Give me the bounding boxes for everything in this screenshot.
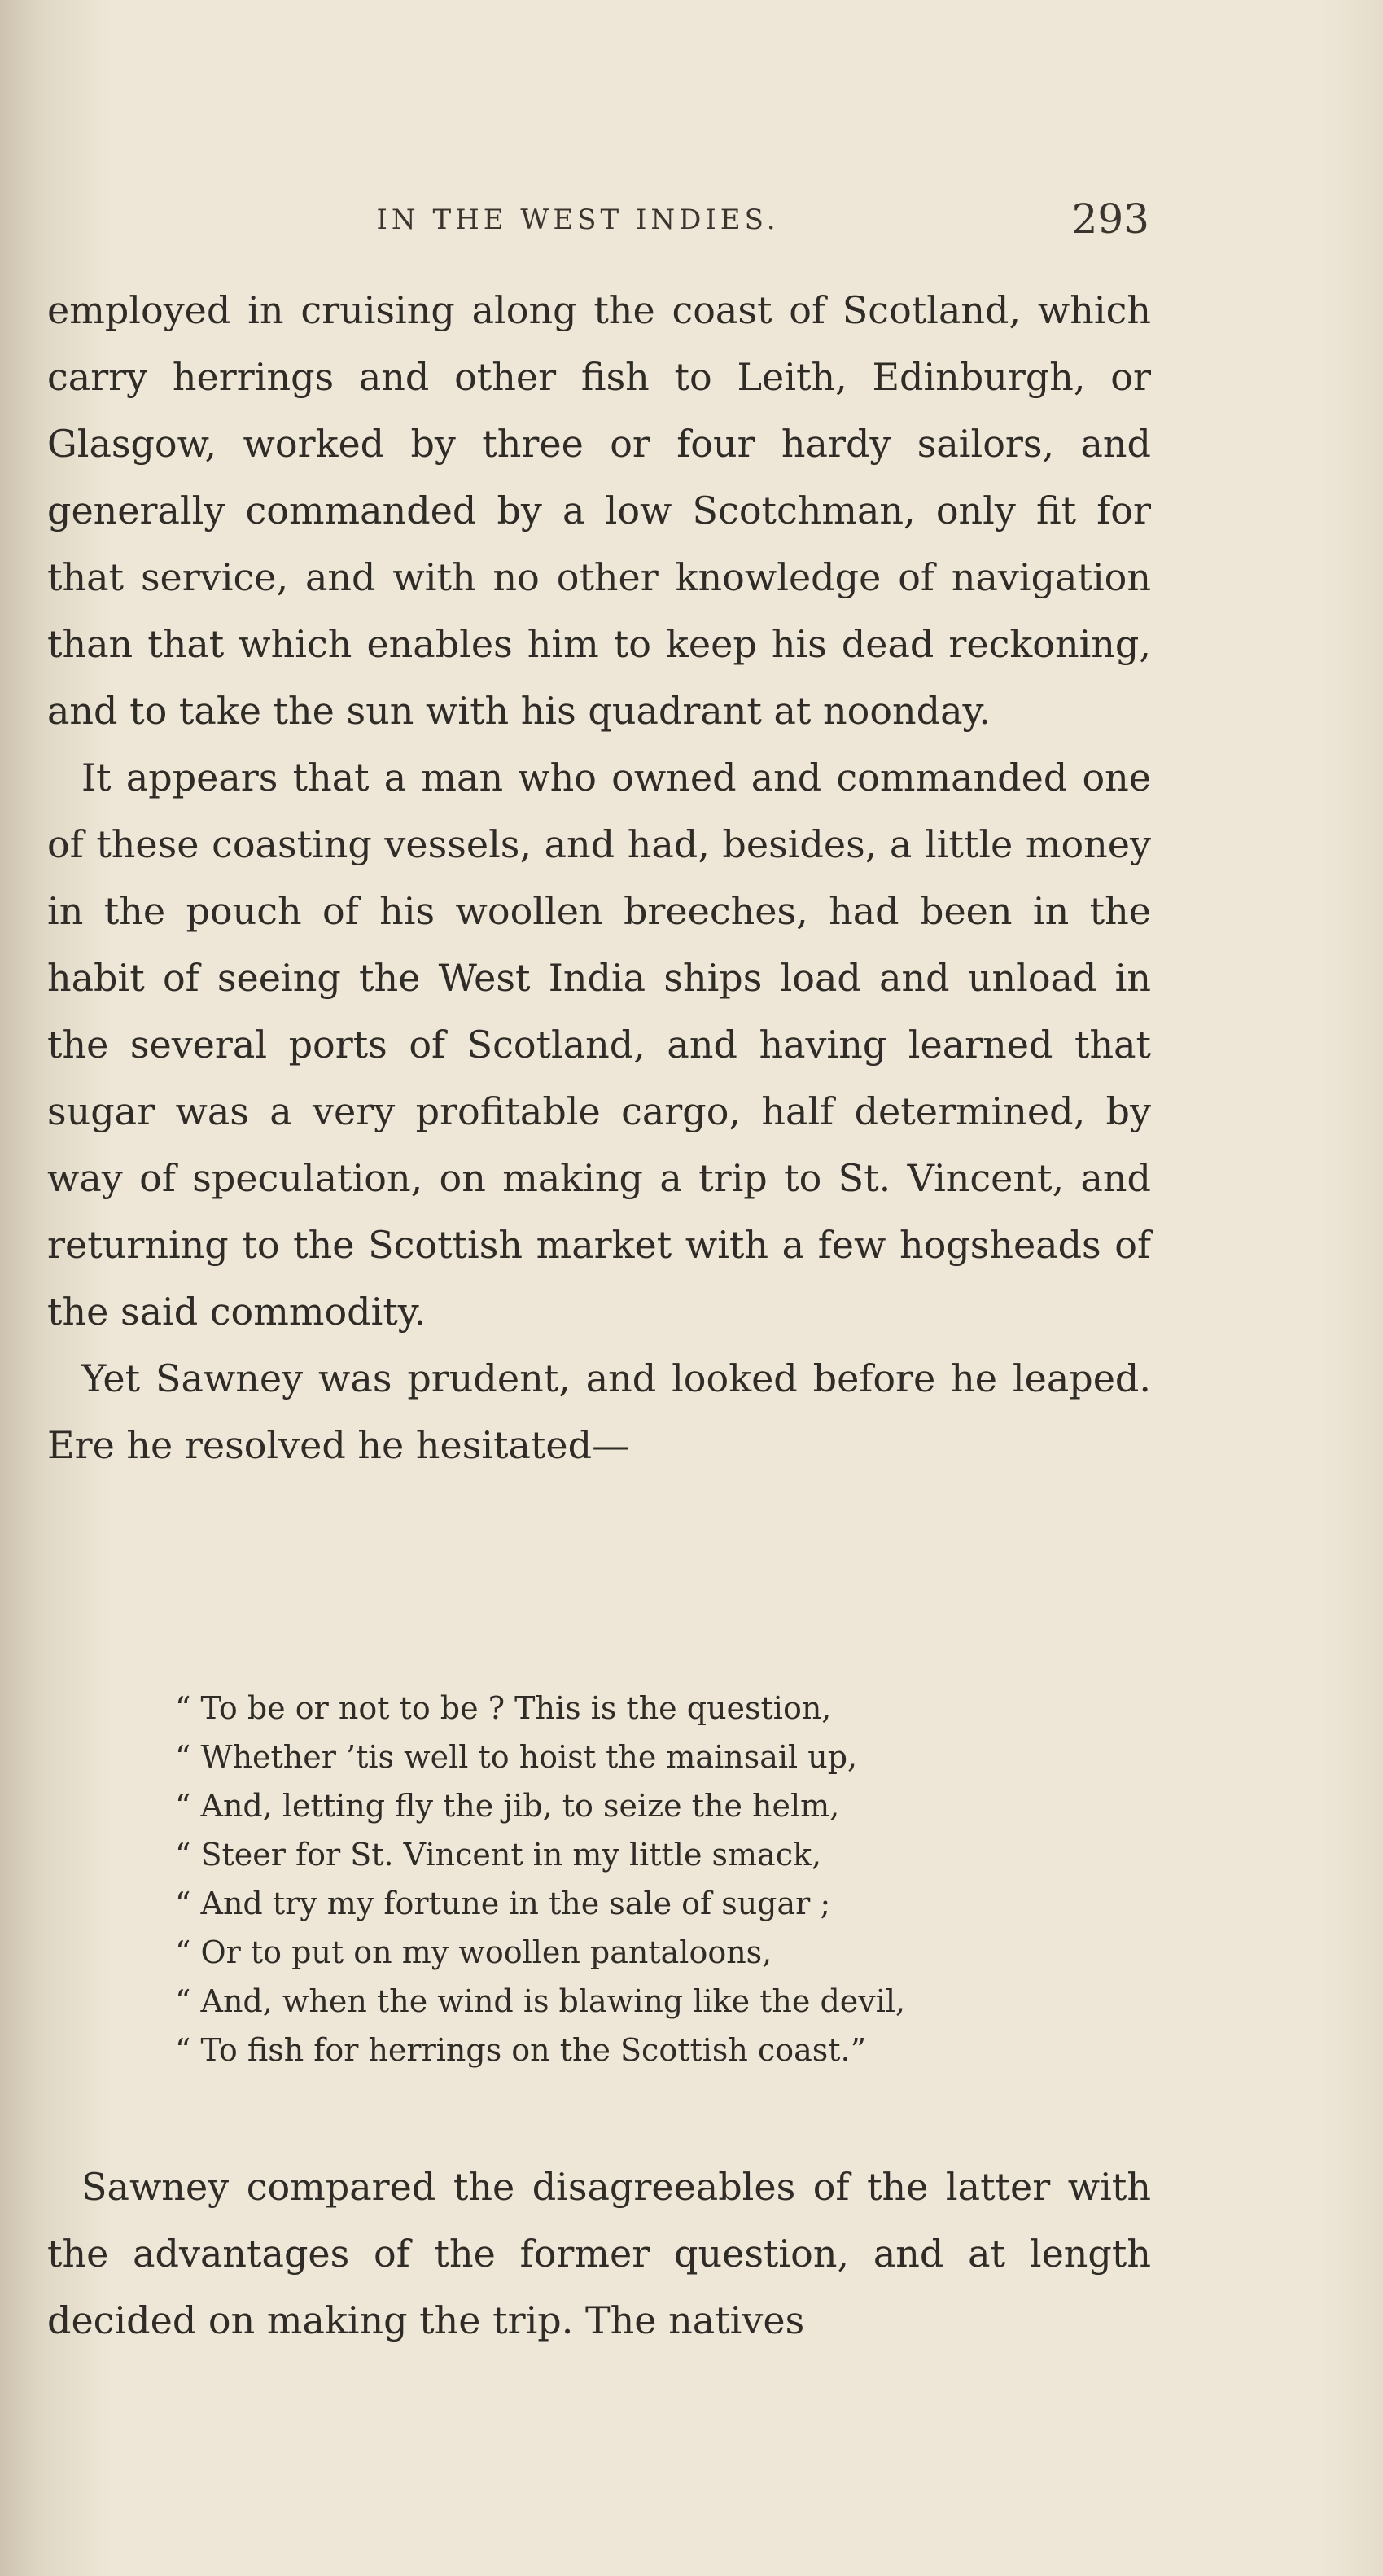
verse-line: “ Whether ’tis well to hoist the mainsail up, — [175, 1739, 858, 1775]
verse-line: “ Or to put on my woollen pantaloons, — [175, 1934, 772, 1970]
verse-line: “ And, when the wind is blawing like the devil, — [175, 1983, 906, 2019]
running-title: IN THE WEST INDIES. — [376, 204, 780, 236]
running-head — [0, 195, 1383, 252]
verse-line: “ To be or not to be ? This is the question, — [175, 1690, 832, 1726]
page-number: 293 — [1071, 195, 1149, 243]
verse-line: “ And try my fortune in the sale of sugar ; — [175, 1886, 831, 1921]
verse-line: “ Steer for St. Vincent in my little smack, — [175, 1837, 822, 1873]
verse-line: “ To fish for herrings on the Scottish coast.” — [175, 2032, 867, 2068]
verse-quotation — [175, 1684, 1111, 2074]
paragraph-continued: employed in cruising along the coast of Scotland, which carry herrings and other fish to Leith, Edinburgh, or Glasgow, worked by three or four hardy sailors, and generally commanded by a low Scotchman, only fit for that service, and with no other knowledge of navigation than that which enables him to keep his dead reckoning, and to take the sun with his quadrant at noonday. — [47, 288, 1151, 733]
paragraph-sawney-hesitated: Yet Sawney was prudent, and looked before he leaped. Ere he resolved he hesitated— — [47, 1356, 1151, 1467]
body-text-closing — [47, 2153, 1151, 2354]
body-text — [47, 277, 1151, 1479]
paragraph-closing: Sawney compared the disagreeables of the latter with the advantages of the former question, and at length decided on making the trip. The natives — [47, 2165, 1151, 2342]
paragraph-coasting-vessel: It appears that a man who owned and commanded one of these coasting vessels, and had, besides, a little money in the pouch of his woollen breeches, had been in the habit of seeing the West India ships load and unload in the several ports of Scotland, and having learned that sugar was a very profitable cargo, half determined, by way of speculation, on making a trip to St. Vincent, and returning to the Scottish market with a few hogsheads of the said commodity. — [47, 756, 1151, 1334]
verse-line: “ And, letting fly the jib, to seize the helm, — [175, 1788, 840, 1824]
